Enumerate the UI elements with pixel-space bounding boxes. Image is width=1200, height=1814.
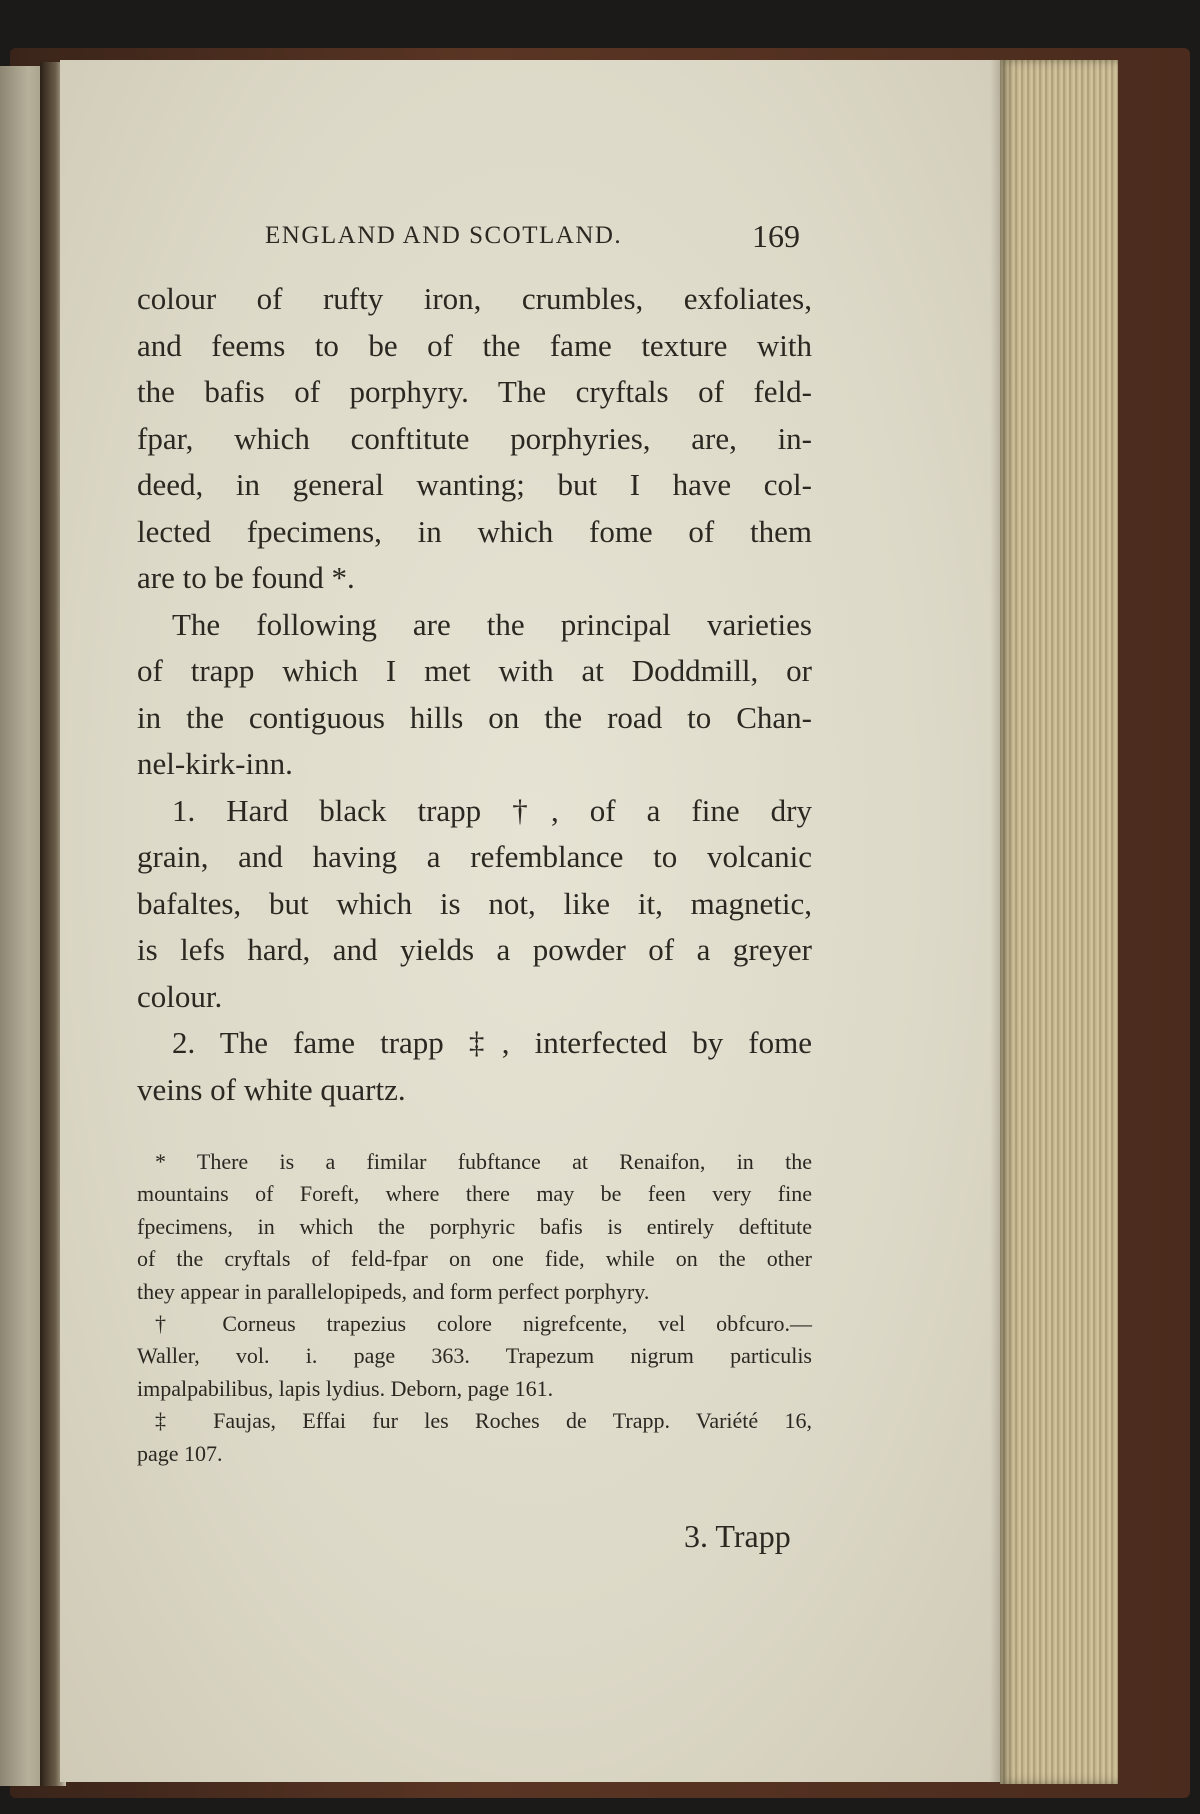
page-number: 169 [752,218,800,254]
body-line: is lefs hard, and yields a powder of a greyer [137,932,812,967]
footnote-line: * There is a fimilar fubftance at Renaifon, in the [155,1149,812,1174]
footnote-line: Waller, vol. i. page 363. Trapezum nigrum particulis [137,1343,812,1369]
body-line: are to be found *. [137,560,355,595]
page-block-edges [1000,60,1118,1784]
body-line: 1. Hard black trapp †, of a fine dry [172,792,812,828]
footnote-line: ‡ Faujas, Effai fur les Roches de Trapp. Variété 16, [155,1408,812,1434]
body-line: 2. The fame trapp ‡, interfected by fome [172,1025,812,1060]
running-title: ENGLAND AND SCOTLAND. [265,222,623,249]
body-line: colour of rufty iron, crumbles, exfoliates, [137,281,812,316]
footnote-line: † Corneus trapezius colore nigrefcente, vel obfcuro.— [155,1311,812,1337]
body-line: lected fpecimens, in which fome of them [137,513,812,549]
body-line: of trapp which I met with at Doddmill, or [137,653,812,688]
footnote-line: they appear in parallelopipeds, and form perfect porphyry. [137,1278,650,1304]
body-text [137,276,812,1113]
body-line: grain, and having a refemblance to volcanic [137,839,812,874]
footnote-line: of the cryftals of feld-fpar on one fide, while on the other [137,1246,812,1272]
footnote-line: impalpabilibus, lapis lydius. Deborn, page 161. [137,1375,554,1401]
body-line: colour. [137,978,223,1014]
body-line: in the contiguous hills on the road to Chan- [137,699,812,735]
body-line: bafaltes, but which is not, like it, magnetic, [137,885,812,921]
body-line: the bafis of porphyry. The cryftals of feld- [137,374,812,409]
catchword: 3. Trapp [684,1518,791,1554]
footnote-line: page 107. [137,1440,223,1466]
body-line: veins of white quartz. [137,1071,406,1107]
body-line: fpar, which conftitute porphyries, are, in- [137,420,812,456]
body-line: The following are the principal varieties [172,606,812,642]
footnote-line: mountains of Foreft, where there may be feen very fine [137,1181,812,1207]
footnote-line: fpecimens, in which the porphyric bafis is entirely deftitute [137,1213,812,1239]
body-line: deed, in general wanting; but I have col- [137,467,812,502]
body-line: nel-kirk-inn. [137,746,293,781]
footnotes [137,1146,812,1470]
body-line: and feems to be of the fame texture with [137,327,812,363]
